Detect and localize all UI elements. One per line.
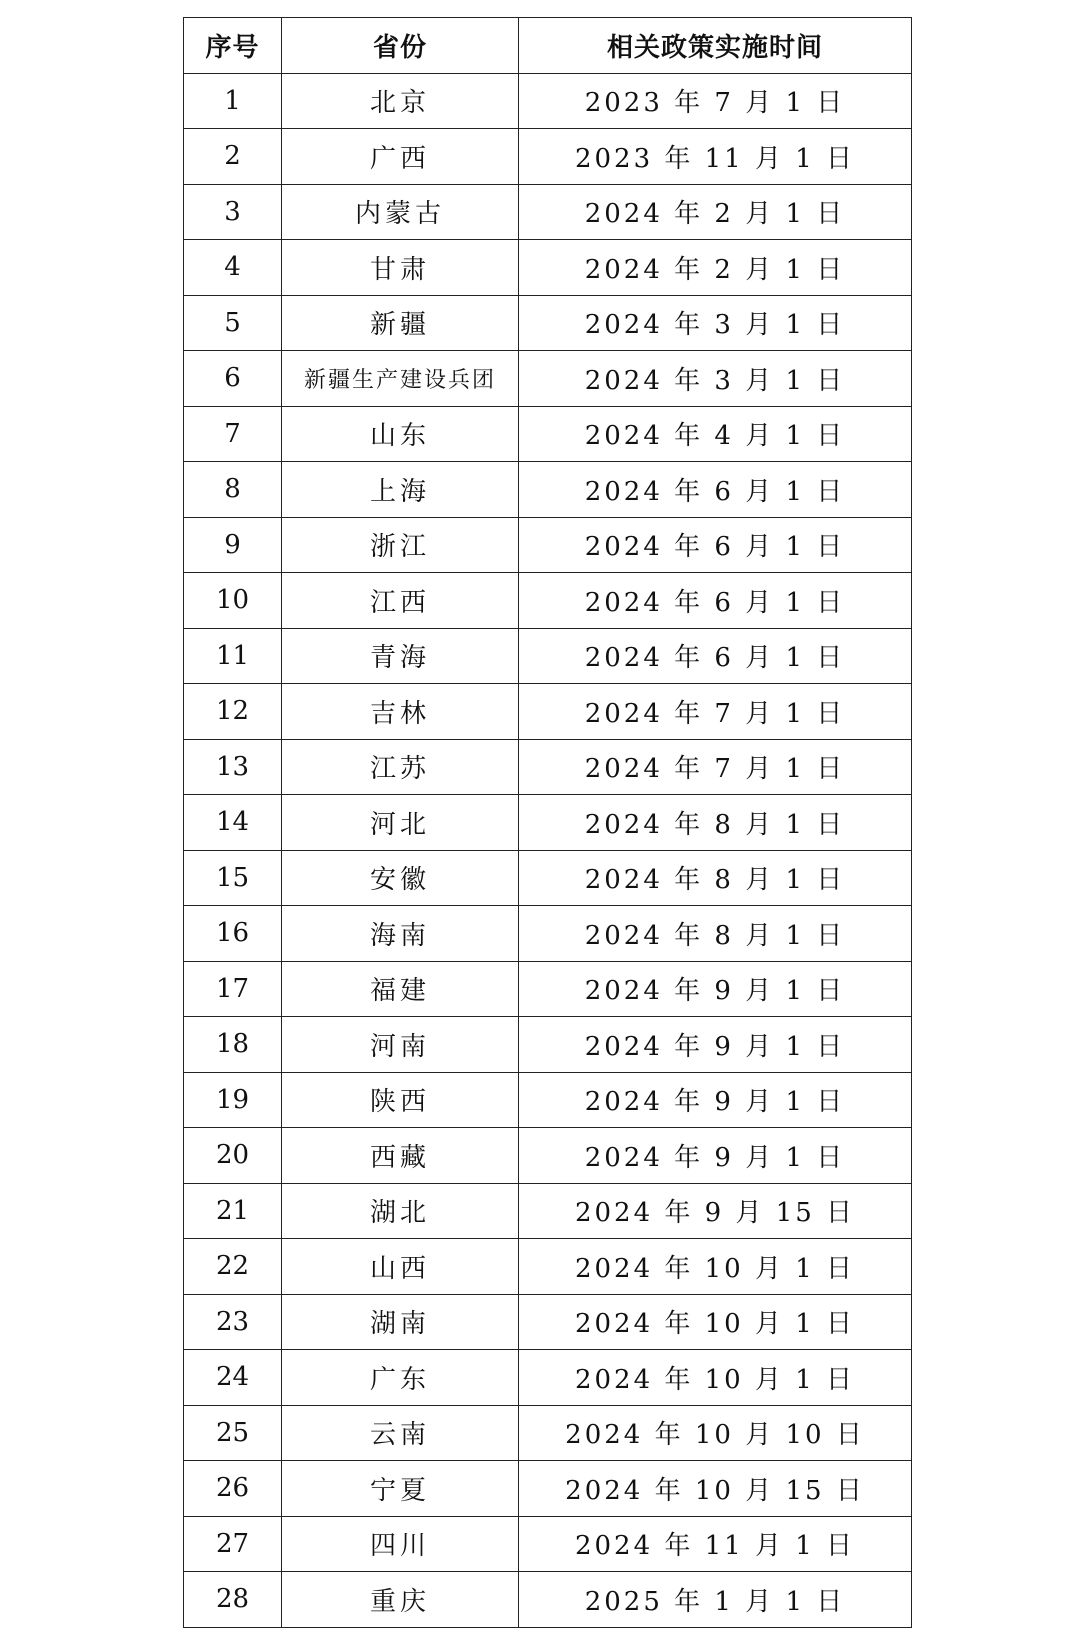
implementation-date-cell: 2024 年 9 月 1 日 (519, 1128, 912, 1184)
province-cell: 重庆 (282, 1572, 519, 1628)
table-row (184, 1128, 912, 1184)
province-cell: 湖北 (282, 1183, 519, 1239)
implementation-date-cell: 2024 年 7 月 1 日 (519, 739, 912, 795)
implementation-date-cell: 2024 年 8 月 1 日 (519, 906, 912, 962)
province-cell: 山东 (282, 406, 519, 462)
province-cell: 甘肃 (282, 240, 519, 296)
table-row (184, 684, 912, 740)
serial-number-cell: 27 (184, 1516, 282, 1572)
implementation-date-cell: 2024 年 10 月 1 日 (519, 1294, 912, 1350)
table-row (184, 73, 912, 129)
implementation-date-cell: 2025 年 1 月 1 日 (519, 1572, 912, 1628)
serial-number-cell: 3 (184, 184, 282, 240)
province-cell: 海南 (282, 906, 519, 962)
table-row (184, 1350, 912, 1406)
province-cell: 湖南 (282, 1294, 519, 1350)
province-cell: 广东 (282, 1350, 519, 1406)
implementation-date-cell: 2024 年 3 月 1 日 (519, 351, 912, 407)
table-row (184, 1461, 912, 1517)
implementation-date-cell: 2024 年 9 月 15 日 (519, 1183, 912, 1239)
serial-number-cell: 26 (184, 1461, 282, 1517)
province-cell: 福建 (282, 961, 519, 1017)
header-implementation-date: 相关政策实施时间 (519, 18, 912, 74)
table-row (184, 351, 912, 407)
serial-number-cell: 22 (184, 1239, 282, 1295)
table-row (184, 295, 912, 351)
table-row (184, 961, 912, 1017)
province-cell: 吉林 (282, 684, 519, 740)
province-cell: 河南 (282, 1017, 519, 1073)
table-row (184, 1239, 912, 1295)
implementation-date-cell: 2024 年 4 月 1 日 (519, 406, 912, 462)
serial-number-cell: 12 (184, 684, 282, 740)
serial-number-cell: 21 (184, 1183, 282, 1239)
province-cell: 西藏 (282, 1128, 519, 1184)
table-row (184, 129, 912, 185)
serial-number-cell: 14 (184, 795, 282, 851)
province-cell: 江苏 (282, 739, 519, 795)
serial-number-cell: 16 (184, 906, 282, 962)
province-cell: 江西 (282, 573, 519, 629)
header-serial-number: 序号 (184, 18, 282, 74)
implementation-date-cell: 2024 年 10 月 15 日 (519, 1461, 912, 1517)
table-row (184, 1405, 912, 1461)
province-cell: 青海 (282, 628, 519, 684)
serial-number-cell: 13 (184, 739, 282, 795)
serial-number-cell: 5 (184, 295, 282, 351)
table-row (184, 240, 912, 296)
table-row (184, 1516, 912, 1572)
serial-number-cell: 1 (184, 73, 282, 129)
table-row (184, 184, 912, 240)
serial-number-cell: 28 (184, 1572, 282, 1628)
implementation-date-cell: 2024 年 6 月 1 日 (519, 462, 912, 518)
implementation-date-cell: 2024 年 10 月 10 日 (519, 1405, 912, 1461)
serial-number-cell: 8 (184, 462, 282, 518)
implementation-date-cell: 2024 年 10 月 1 日 (519, 1239, 912, 1295)
province-cell: 安徽 (282, 850, 519, 906)
implementation-date-cell: 2024 年 3 月 1 日 (519, 295, 912, 351)
implementation-date-cell: 2024 年 6 月 1 日 (519, 628, 912, 684)
table-row (184, 1183, 912, 1239)
serial-number-cell: 7 (184, 406, 282, 462)
policy-date-table (183, 17, 912, 1628)
province-cell: 广西 (282, 129, 519, 185)
implementation-date-cell: 2024 年 9 月 1 日 (519, 1017, 912, 1073)
province-cell: 云南 (282, 1405, 519, 1461)
table-body (184, 73, 912, 1627)
table-row (184, 739, 912, 795)
implementation-date-cell: 2024 年 2 月 1 日 (519, 240, 912, 296)
implementation-date-cell: 2024 年 11 月 1 日 (519, 1516, 912, 1572)
table-header (184, 18, 912, 74)
implementation-date-cell: 2023 年 7 月 1 日 (519, 73, 912, 129)
implementation-date-cell: 2024 年 10 月 1 日 (519, 1350, 912, 1406)
implementation-date-cell: 2024 年 6 月 1 日 (519, 573, 912, 629)
serial-number-cell: 6 (184, 351, 282, 407)
implementation-date-cell: 2024 年 6 月 1 日 (519, 517, 912, 573)
implementation-date-cell: 2024 年 9 月 1 日 (519, 1072, 912, 1128)
province-cell: 四川 (282, 1516, 519, 1572)
province-cell: 内蒙古 (282, 184, 519, 240)
table-row (184, 406, 912, 462)
implementation-date-cell: 2023 年 11 月 1 日 (519, 129, 912, 185)
table-row (184, 462, 912, 518)
table-row (184, 1072, 912, 1128)
province-cell: 新疆生产建设兵团 (282, 351, 519, 407)
implementation-date-cell: 2024 年 2 月 1 日 (519, 184, 912, 240)
serial-number-cell: 18 (184, 1017, 282, 1073)
table-row (184, 1572, 912, 1628)
implementation-date-cell: 2024 年 9 月 1 日 (519, 961, 912, 1017)
serial-number-cell: 25 (184, 1405, 282, 1461)
serial-number-cell: 15 (184, 850, 282, 906)
province-cell: 上海 (282, 462, 519, 518)
table-row (184, 850, 912, 906)
serial-number-cell: 24 (184, 1350, 282, 1406)
province-cell: 北京 (282, 73, 519, 129)
implementation-date-cell: 2024 年 7 月 1 日 (519, 684, 912, 740)
table-row (184, 906, 912, 962)
province-cell: 河北 (282, 795, 519, 851)
table-row (184, 573, 912, 629)
serial-number-cell: 17 (184, 961, 282, 1017)
province-cell: 陕西 (282, 1072, 519, 1128)
table-row (184, 517, 912, 573)
province-cell: 山西 (282, 1239, 519, 1295)
header-row (184, 18, 912, 74)
serial-number-cell: 20 (184, 1128, 282, 1184)
serial-number-cell: 23 (184, 1294, 282, 1350)
serial-number-cell: 2 (184, 129, 282, 185)
serial-number-cell: 4 (184, 240, 282, 296)
province-cell: 浙江 (282, 517, 519, 573)
implementation-date-cell: 2024 年 8 月 1 日 (519, 795, 912, 851)
table-row (184, 795, 912, 851)
province-cell: 宁夏 (282, 1461, 519, 1517)
table-row (184, 628, 912, 684)
table-row (184, 1294, 912, 1350)
serial-number-cell: 19 (184, 1072, 282, 1128)
serial-number-cell: 10 (184, 573, 282, 629)
header-province: 省份 (282, 18, 519, 74)
serial-number-cell: 11 (184, 628, 282, 684)
table-row (184, 1017, 912, 1073)
implementation-date-cell: 2024 年 8 月 1 日 (519, 850, 912, 906)
province-cell: 新疆 (282, 295, 519, 351)
serial-number-cell: 9 (184, 517, 282, 573)
